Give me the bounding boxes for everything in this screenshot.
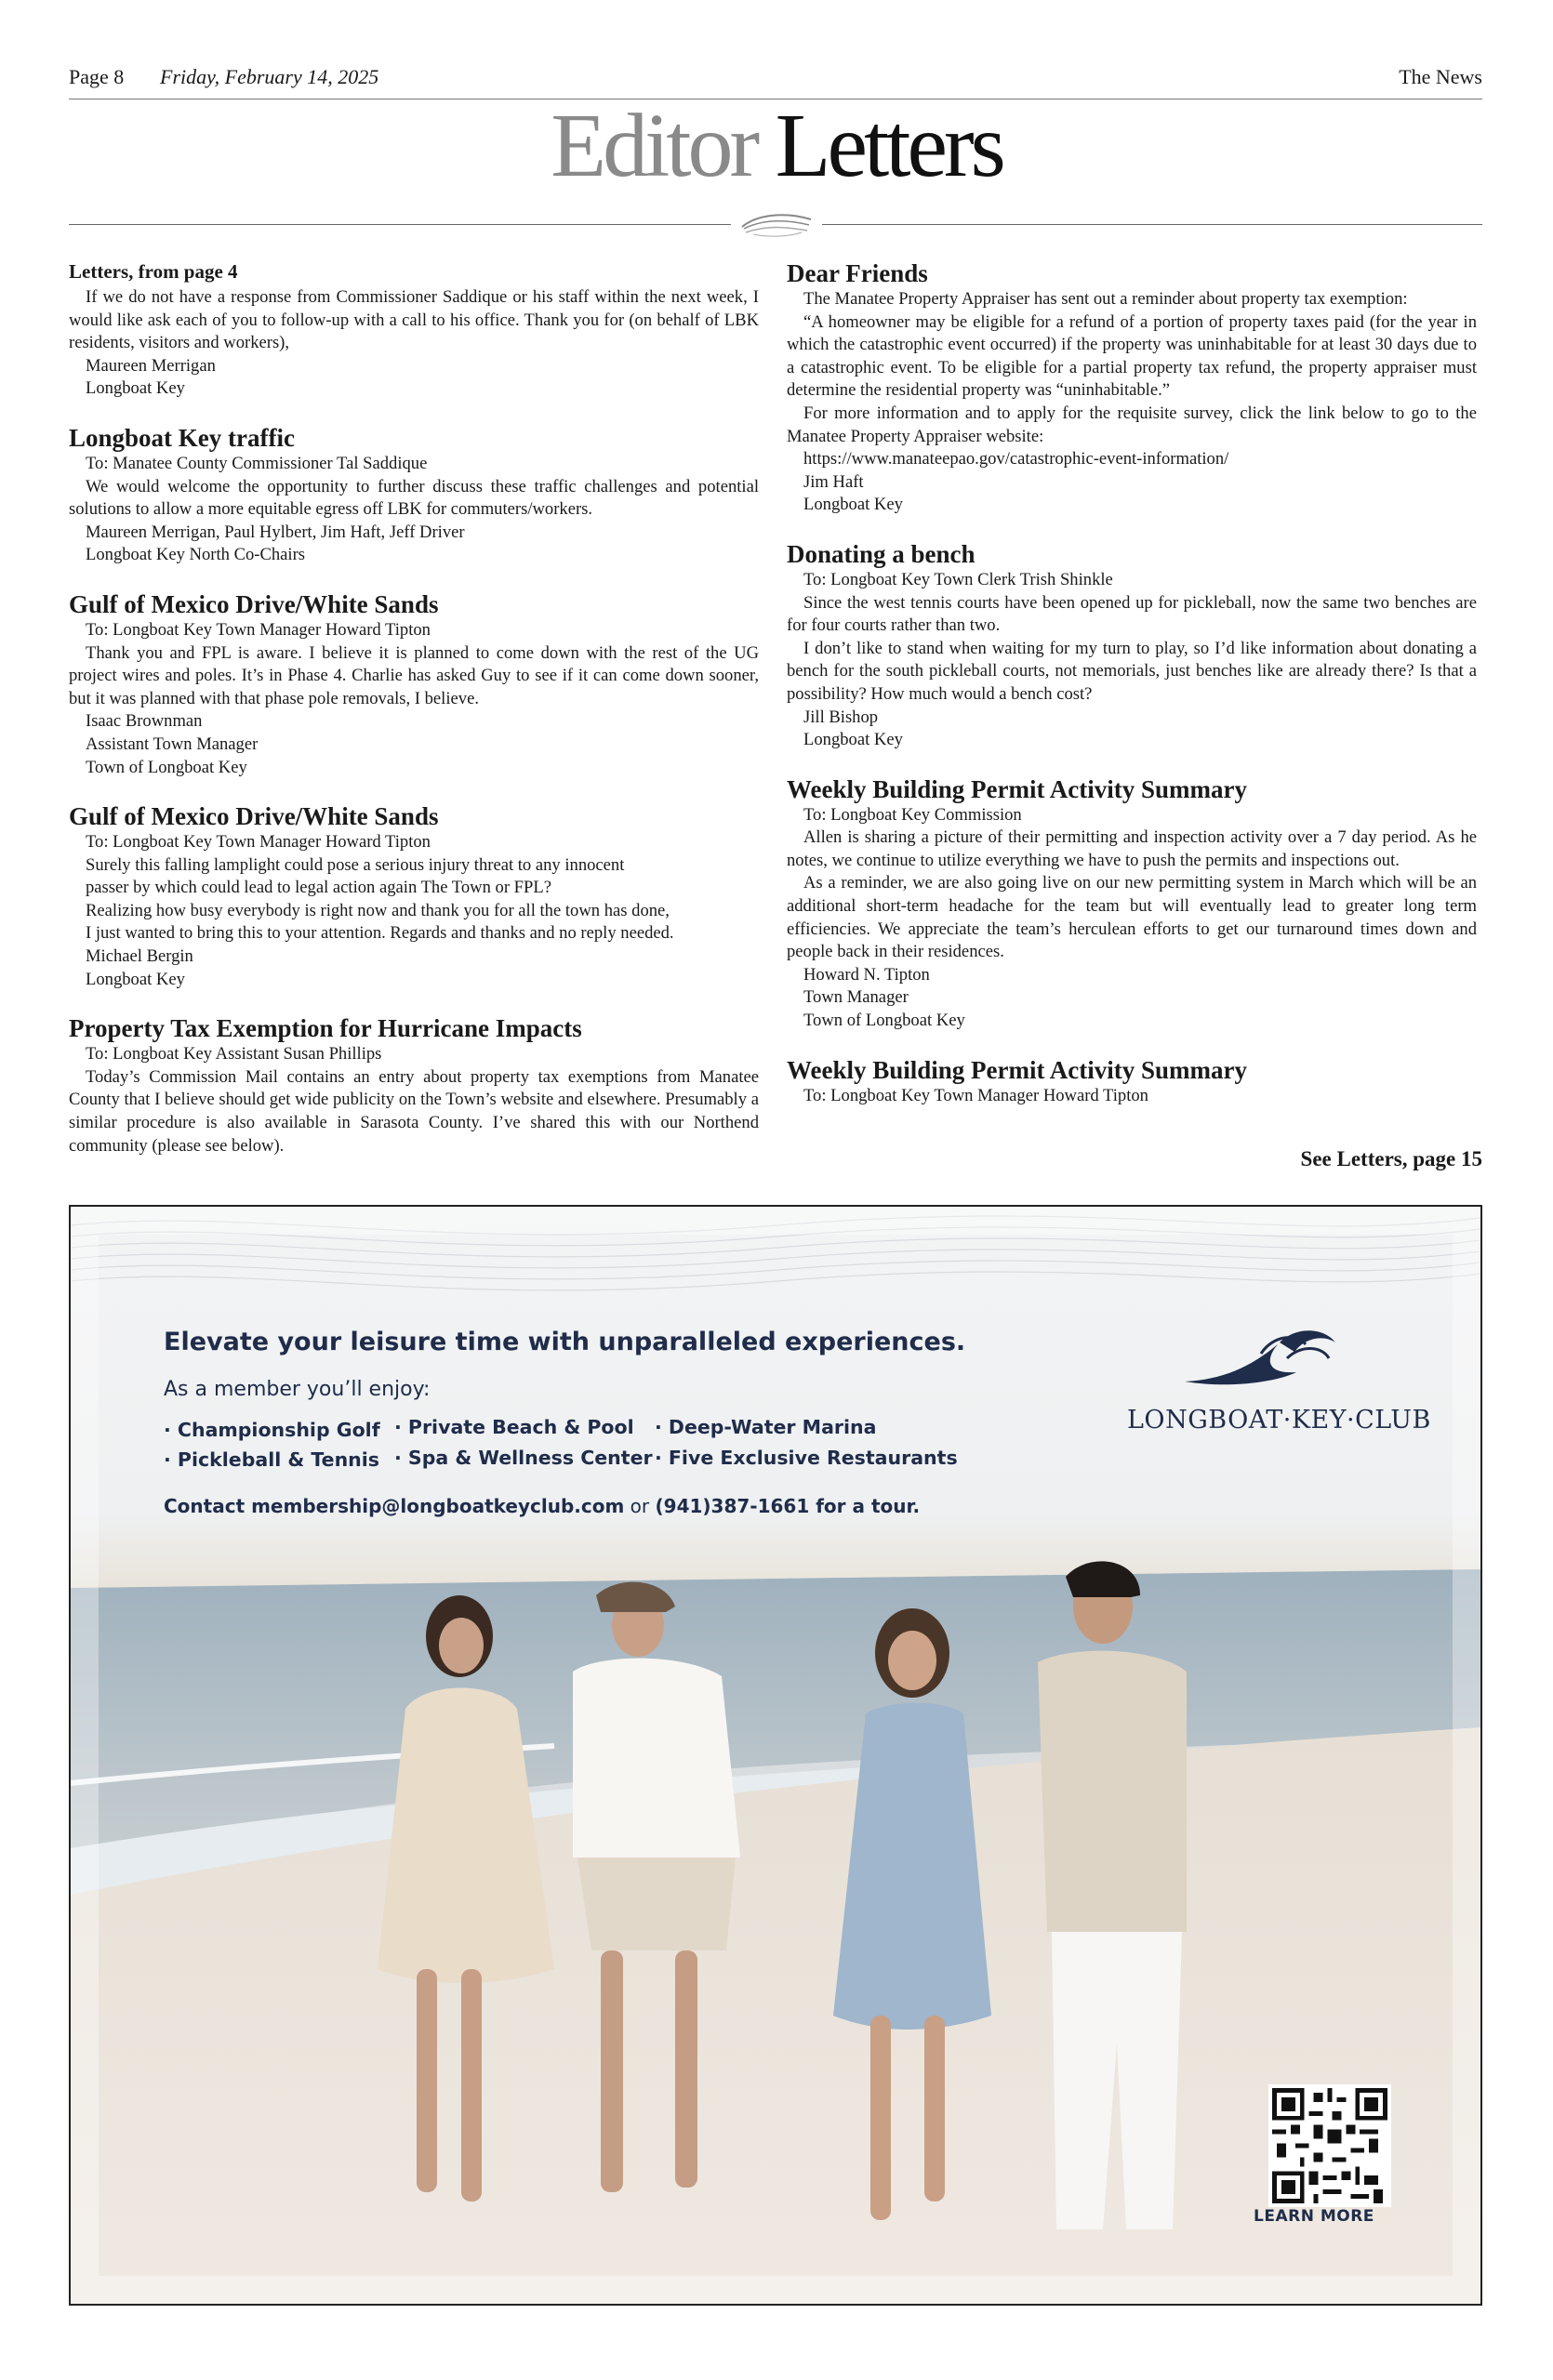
benefit-item: · Championship Golf <box>164 1419 380 1441</box>
ad-contact-line: Contact membership@longboatkeyclub.com or (941)387-1661 for a tour. <box>164 1495 921 1517</box>
letter-recipient: To: Manatee County Commissioner Tal Saddique <box>86 453 428 473</box>
letter-paragraph: For more information and to apply for the requisite survey, click the link below to go to the Manatee Property Appraiser website: <box>787 403 1477 446</box>
letter-line: Surely this falling lamplight could pose a serious injury threat to any innocent <box>86 854 625 875</box>
page-header <box>69 61 1482 99</box>
letter-signature: Town Manager <box>803 987 909 1008</box>
benefit-item: · Pickleball & Tennis <box>164 1448 379 1471</box>
letter-heading: Donating a bench <box>787 539 976 568</box>
letter-heading: Property Tax Exemption for Hurricane Impacts <box>69 1014 582 1043</box>
masthead-word-editor: Editor <box>551 96 757 196</box>
benefit-item: · Five Exclusive Restaurants <box>655 1447 958 1469</box>
letter-line: Realizing how busy everybody is right now and thank you for all the town has done, <box>86 900 670 920</box>
club-advertisement <box>69 1205 1482 2306</box>
letter-line: passer by which could lead to legal action again The Town or FPL? <box>86 878 551 898</box>
letter-signature: Town of Longboat Key <box>86 757 247 777</box>
letter-heading: Gulf of Mexico Drive/White Sands <box>69 589 439 618</box>
benefit-item: · Deep-Water Marina <box>655 1416 877 1438</box>
letter-paragraph: Allen is sharing a picture of their permitting and inspection activity over a 7 day period. As he notes, we continue to utilize everything we have to push the permits and inspections out. <box>787 827 1477 870</box>
letter-paragraph: Since the west tennis courts have been opened up for pickleball, now the same two benches are for four courts rather than two. <box>787 592 1477 636</box>
letter-paragraph: The Manatee Property Appraiser has sent out a reminder about property tax exemption: <box>803 289 1408 309</box>
learn-more-label[interactable]: LEARN MORE <box>1254 2207 1374 2226</box>
letter-signature: Longboat Key <box>803 730 903 750</box>
section-masthead <box>0 96 1553 196</box>
letter-recipient: To: Longboat Key Town Manager Howard Tipton <box>86 619 431 640</box>
letter-recipient: To: Longboat Key Town Manager Howard Tipton <box>803 1085 1148 1105</box>
continued-from-label: Letters, from page 4 <box>69 260 238 283</box>
letter-heading: Weekly Building Permit Activity Summary <box>787 774 1247 803</box>
letter-heading: Longboat Key traffic <box>69 423 295 452</box>
letter-paragraph: As a reminder, we are also going live on our new permitting system in March which will be an additional short-term headache for the team but will eventually lead to greater long term efficiencies. We appreciate the team’s herculean efforts to get our turnaround times down and people back in their residences. <box>787 873 1477 962</box>
benefit-item: · Private Beach & Pool <box>394 1416 634 1438</box>
letters-column-right <box>787 258 1477 1107</box>
letter-signature: Maureen Merrigan, Paul Hylbert, Jim Haft, Jeff Driver <box>86 522 465 542</box>
club-logo-wordmark: LONGBOAT·KEY·CLUB <box>1127 1406 1431 1435</box>
letters-column-left <box>69 258 759 1157</box>
newspaper-name: The News <box>1399 65 1482 88</box>
letter-paragraph: “A homeowner may be eligible for a refund of a portion of property taxes paid (for the year in which the catastrophic event occurred) if the property was uninhabitable for at least 30 days due to a catastrophic event. To be eligible for a partial property tax refund, the property appraiser must determine the residential property was “uninhabitable.” <box>787 311 1477 401</box>
letter-signature: Jill Bishop <box>803 707 879 727</box>
letter-heading: Weekly Building Permit Activity Summary <box>787 1055 1247 1084</box>
letter-paragraph: Thank you and FPL is aware. I believe it is planned to come down with the rest of the UG project wires and poles. It’s in Phase 4. Charlie has asked Guy to see if it can come down sooner, but it was planned with that phase pole removals, I believe. <box>69 642 759 708</box>
letter-recipient: To: Longboat Key Commission <box>803 804 1022 825</box>
ad-headline: Elevate your leisure time with unparalleled experiences. <box>164 1328 966 1356</box>
letter-signature: Longboat Key <box>803 495 903 515</box>
divider-right <box>822 224 1482 225</box>
qr-code-icon[interactable] <box>1268 2084 1391 2207</box>
letter-signature: Town of Longboat Key <box>803 1011 965 1031</box>
letter-signature: Maureen Merrigan <box>86 355 216 376</box>
letter-signature: Assistant Town Manager <box>86 734 259 754</box>
letter-recipient: To: Longboat Key Assistant Susan Phillips <box>86 1044 382 1064</box>
contact-email[interactable]: Contact membership@longboatkeyclub.com <box>164 1495 625 1517</box>
letter-recipient: To: Longboat Key Town Clerk Trish Shinkle <box>803 569 1113 589</box>
contact-phone[interactable]: (941)387-1661 for a tour. <box>655 1495 921 1517</box>
letter-line: I just wanted to bring this to your attention. Regards and thanks and no reply needed. <box>86 923 674 944</box>
letter-signature: Michael Bergin <box>86 946 193 967</box>
letter-signature: Longboat Key North Co-Chairs <box>86 545 305 565</box>
continued-on-label: See Letters, page 15 <box>1300 1147 1482 1170</box>
letter-recipient: To: Longboat Key Town Manager Howard Tipton <box>86 832 431 853</box>
wave-logo-icon <box>1175 1316 1343 1400</box>
ad-subhead: As a member you’ll enjoy: <box>164 1378 431 1401</box>
letter-paragraph: We would welcome the opportunity to further discuss these traffic challenges and potential solutions to allow a more equitable egress off LBK for commuters/workers. <box>69 476 759 520</box>
letter-paragraph: Today’s Commission Mail contains an entry about property tax exemptions from Manatee County that I believe should get wide publicity on the Town’s website and elsewhere. Presumably a similar procedure is also available in Sarasota County. I’ve shared this with our Northend community (please see below). <box>69 1066 759 1156</box>
letter-heading: Dear Friends <box>787 259 928 287</box>
letter-heading: Gulf of Mexico Drive/White Sands <box>69 802 439 831</box>
letter-paragraph: If we do not have a response from Commissioner Saddique or his staff within the next week, I would like ask each of you to follow-up with a call to his office. Thank you for (on behalf of LBK residents, visitors and workers), <box>69 287 759 353</box>
letter-signature: Longboat Key <box>86 969 185 989</box>
divider-left <box>69 224 731 225</box>
masthead-word-letters: Letters <box>775 96 1002 196</box>
flourish-ornament-icon <box>735 206 818 244</box>
appraiser-link[interactable]: https://www.manateepao.gov/catastrophic-event-information/ <box>803 449 1229 469</box>
letter-signature: Isaac Brownman <box>86 711 203 732</box>
page-number: Page 8 <box>69 65 125 88</box>
letter-signature: Howard N. Tipton <box>803 964 930 985</box>
letter-signature: Longboat Key <box>86 378 185 399</box>
benefit-item: · Spa & Wellness Center <box>394 1447 653 1469</box>
letter-paragraph: I don’t like to stand when waiting for my turn to play, so I’d like information about donating a bench for the south pickleball courts, not memorials, just benches like are already there? Is that a possibility? How much would a bench cost? <box>787 638 1477 704</box>
issue-date: Friday, February 14, 2025 <box>160 65 379 88</box>
letter-signature: Jim Haft <box>803 471 864 492</box>
